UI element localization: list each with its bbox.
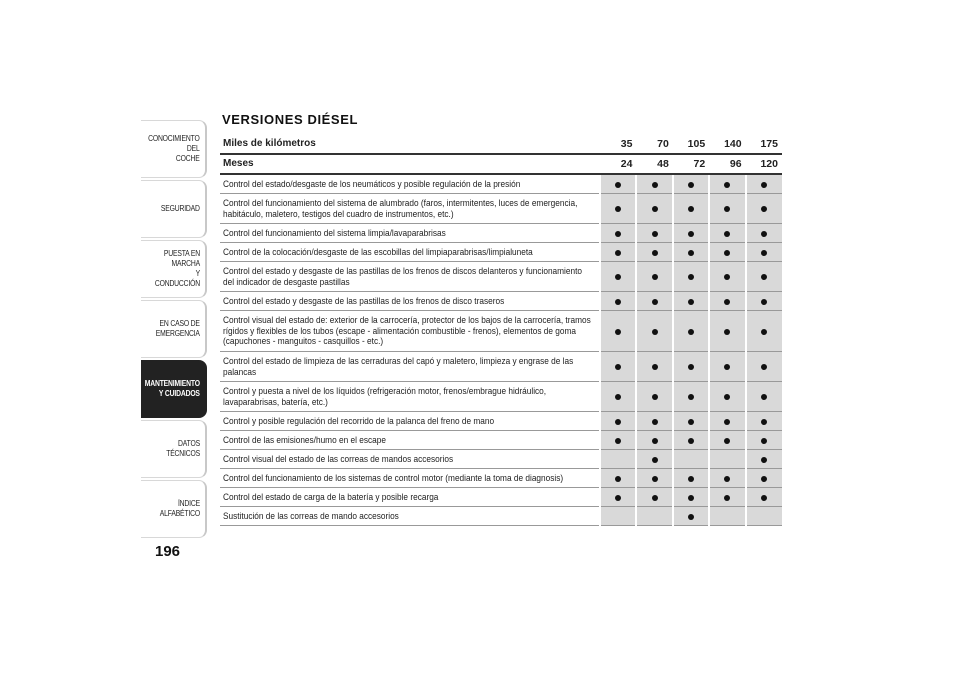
interval-cell — [709, 488, 745, 507]
months-value: 48 — [636, 154, 672, 174]
bullet-icon — [761, 438, 767, 444]
bullet-icon — [724, 495, 730, 501]
interval-cell — [709, 352, 745, 382]
interval-cell — [746, 311, 782, 352]
bullet-icon — [615, 231, 621, 237]
sidebar-tab-label: MANTENIMIENTO Y CUIDADOS — [144, 379, 200, 398]
bullet-icon — [761, 495, 767, 501]
row-description — [220, 311, 600, 352]
bullet-icon — [688, 182, 694, 188]
row-description-text: Control del funcionamiento del sistema limpia/lavaparabrisas — [223, 227, 446, 238]
row-description — [220, 412, 600, 431]
months-value: 72 — [673, 154, 709, 174]
bullet-icon — [761, 274, 767, 280]
interval-cell — [673, 194, 709, 224]
bullet-icon — [688, 250, 694, 256]
interval-cell — [673, 174, 709, 194]
km-value: 175 — [746, 135, 782, 154]
table-row — [220, 292, 782, 311]
sidebar-tab[interactable] — [141, 360, 207, 418]
bullet-icon — [615, 329, 621, 335]
interval-cell — [673, 382, 709, 412]
interval-cell — [600, 469, 636, 488]
bullet-icon — [761, 419, 767, 425]
interval-cell — [746, 450, 782, 469]
bullet-icon — [724, 250, 730, 256]
bullet-icon — [724, 182, 730, 188]
bullet-icon — [724, 329, 730, 335]
bullet-icon — [761, 364, 767, 370]
row-description — [220, 469, 600, 488]
sidebar-tab[interactable] — [141, 240, 207, 298]
table-row — [220, 243, 782, 262]
interval-cell — [636, 431, 672, 450]
bullet-icon — [724, 206, 730, 212]
table-row — [220, 431, 782, 450]
row-description-text: Control del estado de limpieza de las cerraduras del capó y maletero, limpieza y engrase de las palancas — [223, 356, 574, 377]
interval-cell — [673, 352, 709, 382]
bullet-icon — [688, 299, 694, 305]
km-value: 140 — [709, 135, 745, 154]
row-description-text: Control del estado y desgaste de las pastillas de los frenos de disco traseros — [223, 295, 505, 306]
interval-cell — [636, 262, 672, 292]
bullet-icon — [688, 476, 694, 482]
interval-cell — [746, 292, 782, 311]
interval-cell — [600, 352, 636, 382]
bullet-icon — [652, 457, 658, 463]
bullet-icon — [688, 438, 694, 444]
interval-cell — [709, 507, 745, 526]
interval-cell — [600, 412, 636, 431]
table-row — [220, 382, 782, 412]
bullet-icon — [652, 419, 658, 425]
interval-cell — [746, 469, 782, 488]
bullet-icon — [724, 394, 730, 400]
section-title: VERSIONES DIÉSEL — [222, 112, 359, 127]
page-number: 196 — [155, 543, 181, 560]
bullet-icon — [615, 364, 621, 370]
interval-cell — [746, 194, 782, 224]
row-description — [220, 174, 600, 194]
interval-cell — [600, 243, 636, 262]
bullet-icon — [688, 495, 694, 501]
row-description — [220, 224, 600, 243]
interval-cell — [600, 488, 636, 507]
bullet-icon — [724, 231, 730, 237]
interval-cell — [673, 431, 709, 450]
row-description — [220, 507, 600, 526]
row-description — [220, 194, 600, 224]
bullet-icon — [615, 438, 621, 444]
interval-cell — [746, 224, 782, 243]
interval-cell — [709, 174, 745, 194]
interval-cell — [709, 450, 745, 469]
interval-cell — [709, 469, 745, 488]
interval-cell — [600, 262, 636, 292]
row-description — [220, 431, 600, 450]
table-row — [220, 352, 782, 382]
table-row — [220, 262, 782, 292]
interval-cell — [746, 262, 782, 292]
table-row — [220, 194, 782, 224]
sidebar-tab-label: CONOCIMIENTO DEL COCHE — [148, 134, 200, 163]
row-description — [220, 488, 600, 507]
row-description-text: Control visual del estado de las correas de mandos accesorios — [223, 453, 454, 464]
table-row — [220, 469, 782, 488]
bullet-icon — [615, 250, 621, 256]
table-row — [220, 311, 782, 352]
bullet-icon — [652, 438, 658, 444]
interval-cell — [709, 311, 745, 352]
interval-cell — [600, 194, 636, 224]
bullet-icon — [761, 394, 767, 400]
interval-cell — [746, 243, 782, 262]
bullet-icon — [724, 419, 730, 425]
interval-cell — [746, 488, 782, 507]
table-row — [220, 450, 782, 469]
bullet-icon — [761, 250, 767, 256]
months-value: 24 — [600, 154, 636, 174]
table-row — [220, 174, 782, 194]
table-row — [220, 507, 782, 526]
bullet-icon — [688, 419, 694, 425]
interval-cell — [636, 412, 672, 431]
interval-cell — [746, 431, 782, 450]
km-header-row — [220, 135, 782, 154]
interval-cell — [673, 412, 709, 431]
interval-cell — [709, 224, 745, 243]
bullet-icon — [688, 394, 694, 400]
bullet-icon — [652, 364, 658, 370]
row-description — [220, 352, 600, 382]
row-description — [220, 243, 600, 262]
bullet-icon — [724, 299, 730, 305]
row-description — [220, 450, 600, 469]
bullet-icon — [724, 364, 730, 370]
row-description — [220, 382, 600, 412]
bullet-icon — [615, 299, 621, 305]
interval-cell — [709, 194, 745, 224]
table-row — [220, 224, 782, 243]
bullet-icon — [688, 364, 694, 370]
bullet-icon — [724, 274, 730, 280]
interval-cell — [673, 507, 709, 526]
interval-cell — [673, 311, 709, 352]
interval-cell — [636, 450, 672, 469]
bullet-icon — [615, 206, 621, 212]
bullet-icon — [615, 274, 621, 280]
bullet-icon — [761, 299, 767, 305]
interval-cell — [709, 262, 745, 292]
interval-cell — [600, 311, 636, 352]
row-description-text: Control de las emisiones/humo en el escape — [223, 434, 386, 445]
sidebar-tab-label: ÍNDICE ALFABÉTICO — [159, 499, 200, 518]
interval-cell — [636, 243, 672, 262]
interval-cell — [673, 243, 709, 262]
km-value: 105 — [673, 135, 709, 154]
bullet-icon — [761, 182, 767, 188]
km-value: 35 — [600, 135, 636, 154]
interval-cell — [746, 412, 782, 431]
bullet-icon — [652, 299, 658, 305]
months-header-row — [220, 154, 782, 174]
interval-cell — [600, 224, 636, 243]
table-row — [220, 488, 782, 507]
sidebar-tab[interactable] — [141, 300, 207, 358]
interval-cell — [709, 292, 745, 311]
interval-cell — [673, 469, 709, 488]
months-value: 96 — [709, 154, 745, 174]
sidebar-tab-label: DATOS TÉCNICOS — [166, 439, 200, 458]
bullet-icon — [688, 514, 694, 520]
maintenance-table — [220, 135, 782, 526]
bullet-icon — [652, 250, 658, 256]
sidebar-tab-label: PUESTA EN MARCHA Y CONDUCCIÓN — [154, 249, 200, 288]
interval-cell — [636, 194, 672, 224]
bullet-icon — [688, 329, 694, 335]
row-description — [220, 262, 600, 292]
sidebar-tab-label: EN CASO DE EMERGENCIA — [155, 319, 200, 338]
interval-cell — [709, 382, 745, 412]
interval-cell — [746, 382, 782, 412]
interval-cell — [673, 488, 709, 507]
row-description-text: Control del funcionamiento del sistema de alumbrado (faros, intermitentes, luces de emergencia, habitáculo, maletero, testigos del cuadro de instrumentos, etc.) — [223, 198, 578, 219]
bullet-icon — [724, 438, 730, 444]
bullet-icon — [615, 419, 621, 425]
interval-cell — [636, 224, 672, 243]
interval-cell — [673, 450, 709, 469]
interval-cell — [600, 382, 636, 412]
bullet-icon — [652, 206, 658, 212]
bullet-icon — [615, 182, 621, 188]
months-label: Meses — [220, 154, 600, 174]
interval-cell — [600, 292, 636, 311]
sidebar-tab[interactable] — [141, 420, 207, 478]
bullet-icon — [652, 231, 658, 237]
row-description-text: Control del estado/desgaste de los neumáticos y posible regulación de la presión — [223, 178, 521, 189]
interval-cell — [709, 412, 745, 431]
interval-cell — [600, 507, 636, 526]
interval-cell — [673, 292, 709, 311]
bullet-icon — [652, 329, 658, 335]
bullet-icon — [652, 274, 658, 280]
interval-cell — [600, 174, 636, 194]
bullet-icon — [615, 476, 621, 482]
interval-cell — [636, 469, 672, 488]
months-value: 120 — [746, 154, 782, 174]
row-description-text: Control del funcionamiento de los sistemas de control motor (mediante la toma de diagnosis) — [223, 472, 564, 483]
interval-cell — [746, 352, 782, 382]
interval-cell — [636, 292, 672, 311]
bullet-icon — [761, 457, 767, 463]
sidebar-tab[interactable] — [141, 120, 207, 178]
row-description-text: Control visual del estado de: exterior de la carrocería, protector de los bajos de la carrocería, tramos rígidos y flexibles de los tubos (escape - alimentación combustible - frenos), elementos de goma (capuchones - manguitos - casquillos - etc.) — [223, 315, 591, 347]
row-description-text: Control del estado y desgaste de las pastillas de los frenos de discos delanteros y funcionamiento del indicador de desgaste pastillas — [223, 266, 583, 287]
sidebar-tab[interactable] — [141, 180, 207, 238]
bullet-icon — [615, 394, 621, 400]
bullet-icon — [652, 182, 658, 188]
interval-cell — [600, 450, 636, 469]
row-description-text: Control de la colocación/desgaste de las escobillas del limpiaparabrisas/limpialuneta — [223, 246, 533, 257]
bullet-icon — [761, 476, 767, 482]
bullet-icon — [724, 476, 730, 482]
row-description-text: Control del estado de carga de la batería y posible recarga — [223, 491, 439, 502]
bullet-icon — [652, 476, 658, 482]
bullet-icon — [688, 274, 694, 280]
sidebar-tab[interactable] — [141, 480, 207, 538]
row-description-text: Control y posible regulación del recorrido de la palanca del freno de mano — [223, 415, 495, 426]
interval-cell — [636, 311, 672, 352]
table-row — [220, 412, 782, 431]
bullet-icon — [761, 206, 767, 212]
interval-cell — [746, 507, 782, 526]
row-description — [220, 292, 600, 311]
interval-cell — [636, 382, 672, 412]
km-label: Miles de kilómetros — [220, 135, 600, 154]
bullet-icon — [761, 231, 767, 237]
bullet-icon — [688, 206, 694, 212]
bullet-icon — [615, 495, 621, 501]
interval-cell — [673, 262, 709, 292]
row-description-text: Sustitución de las correas de mando accesorios — [223, 510, 399, 521]
bullet-icon — [652, 495, 658, 501]
row-description-text: Control y puesta a nivel de los líquidos (refrigeración motor, frenos/embrague hidráulico, lavaparabrisas, batería, etc.) — [223, 386, 547, 407]
sidebar-tab-label: SEGURIDAD — [161, 204, 200, 213]
interval-cell — [746, 174, 782, 194]
km-value: 70 — [636, 135, 672, 154]
bullet-icon — [688, 231, 694, 237]
interval-cell — [636, 174, 672, 194]
interval-cell — [673, 224, 709, 243]
interval-cell — [600, 431, 636, 450]
bullet-icon — [652, 394, 658, 400]
interval-cell — [636, 488, 672, 507]
bullet-icon — [761, 329, 767, 335]
interval-cell — [709, 243, 745, 262]
interval-cell — [709, 431, 745, 450]
interval-cell — [636, 352, 672, 382]
interval-cell — [636, 507, 672, 526]
